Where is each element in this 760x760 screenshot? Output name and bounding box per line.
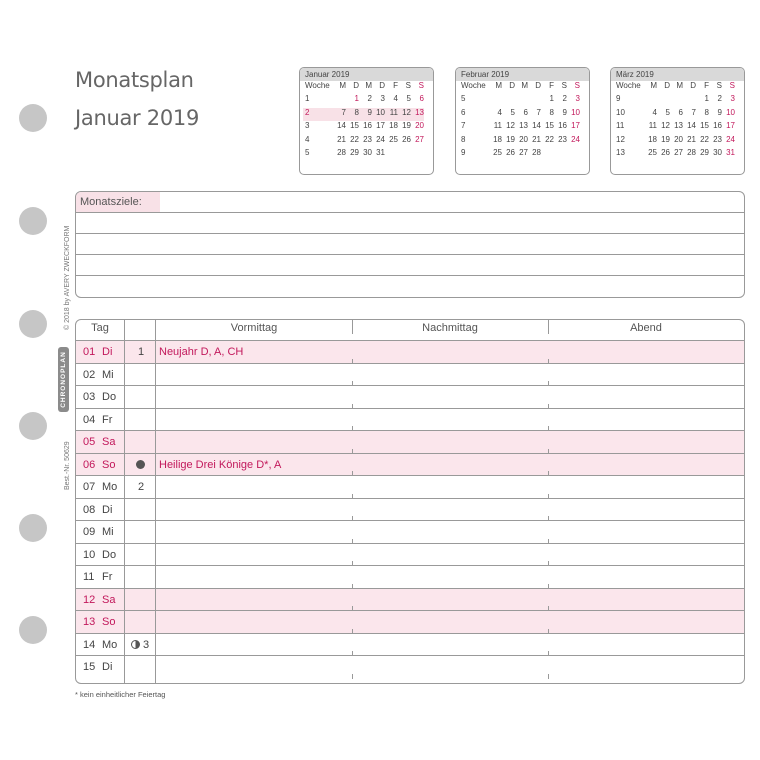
week-number: 1	[138, 346, 145, 358]
mini-calendar-cell: 2	[717, 94, 722, 104]
mini-calendar-cell: 9	[461, 147, 466, 157]
mini-calendar-cell: 26	[661, 147, 670, 157]
mini-calendar-cell: Woche	[461, 81, 486, 90]
table-row[interactable]	[76, 475, 744, 498]
page-title: Monatsplan	[75, 68, 194, 92]
mini-calendar-cell: 10	[571, 107, 580, 117]
mini-calendar-cell: 1	[704, 94, 709, 104]
mini-calendar-cell: 5	[406, 94, 411, 104]
mini-calendar-cell: 11	[616, 121, 625, 131]
mini-calendar-cell: 9	[359, 108, 372, 121]
mini-calendar-cell: 14	[687, 121, 696, 131]
mini-calendar-cell: 22	[700, 134, 709, 144]
mini-calendar-cell	[528, 94, 541, 107]
column-divider	[124, 320, 125, 683]
mini-calendar-cell: 18	[648, 134, 657, 144]
day-number: 04	[83, 413, 96, 426]
new-moon-icon	[136, 460, 145, 469]
table-row[interactable]	[76, 453, 744, 476]
day-of-week: Sa	[102, 593, 116, 606]
day-of-week: So	[102, 616, 116, 628]
day-of-week: Do	[102, 391, 117, 403]
mini-calendar-cell: 28	[687, 147, 696, 157]
column-divider	[155, 320, 156, 683]
mini-calendar-cell: 9	[562, 107, 567, 117]
order-number: Best.-Nr. 50629	[64, 441, 71, 490]
holiday-label: Heilige Drei Könige D*, A	[159, 458, 282, 471]
mini-calendar-cell: 10	[372, 108, 385, 121]
mini-calendar-cell: 11	[385, 108, 398, 121]
mini-calendar-grid	[611, 81, 744, 161]
mini-calendar	[455, 67, 590, 175]
mini-calendar-cell	[411, 148, 424, 161]
mini-calendar-cell	[502, 94, 515, 107]
first-quarter-moon-icon	[131, 640, 140, 649]
mini-calendar-cell: 25	[493, 147, 502, 157]
mini-calendar-cell: 29	[700, 147, 709, 157]
mini-calendar-cell: 11	[493, 121, 502, 131]
mini-calendar-cell: 29	[350, 147, 359, 157]
mini-calendar-cell: 1	[305, 94, 310, 104]
mini-calendar	[299, 67, 434, 175]
punch-hole	[19, 310, 47, 338]
mini-calendar-cell: 4	[305, 134, 310, 144]
mini-calendar-cell: 17	[571, 121, 580, 131]
mini-calendar-cell: 16	[363, 121, 372, 131]
punch-hole	[19, 207, 47, 235]
mini-calendar	[610, 67, 745, 175]
tick-mark	[548, 674, 549, 679]
mini-calendar-cell: 3	[730, 94, 735, 104]
monthly-goals-box[interactable]	[75, 191, 745, 298]
mini-calendar-cell	[398, 148, 411, 161]
page-subtitle: Januar 2019	[75, 106, 200, 130]
mini-calendar-cell: 26	[402, 134, 411, 144]
mini-calendar-cell	[644, 94, 657, 107]
day-number: 11	[83, 571, 95, 583]
mini-calendar-cell: 20	[519, 134, 528, 144]
mini-calendar-cell: 24	[571, 134, 580, 144]
day-number: 12	[83, 593, 96, 606]
day-of-week: Mi	[102, 368, 114, 381]
mini-calendar-cell: 13	[616, 147, 625, 157]
day-number: 14	[83, 638, 96, 651]
day-of-week: Mo	[102, 481, 118, 493]
mini-calendar-cell: 24	[376, 134, 385, 144]
mini-calendar-cell: 15	[700, 121, 709, 131]
table-row[interactable]	[76, 498, 744, 521]
mini-calendar-cell: 12	[616, 134, 625, 144]
day-number: 01	[83, 346, 96, 358]
table-row[interactable]	[76, 543, 744, 566]
mini-calendar-cell: 12	[506, 121, 515, 131]
mini-calendar-cell: 27	[519, 147, 528, 157]
mini-calendar-cell: 17	[376, 121, 385, 131]
mini-calendar-cell: S	[561, 81, 567, 90]
table-row[interactable]	[76, 633, 744, 656]
table-row[interactable]	[76, 588, 744, 611]
tick-mark	[352, 674, 353, 679]
mini-calendar-cell: 20	[674, 134, 683, 144]
mini-calendar-cell: M	[495, 81, 502, 90]
mini-calendar-cell	[385, 148, 398, 161]
mini-calendar-cell: 12	[661, 121, 670, 131]
table-row[interactable]	[76, 610, 744, 633]
mini-calendar-cell: 23	[558, 134, 567, 144]
mini-calendar-cell: 5	[305, 147, 310, 157]
mini-calendar-cell	[567, 148, 580, 161]
mini-calendar-cell: S	[574, 81, 580, 90]
mini-calendar-cell: 4	[393, 94, 398, 104]
mini-calendar-cell: 28	[337, 147, 346, 157]
day-of-week: Di	[102, 661, 113, 673]
week-number: 2	[138, 481, 145, 493]
mini-calendar-cell: 3	[305, 121, 310, 131]
mini-calendar-cell: 10	[726, 107, 735, 117]
copyright-text: © 2018 by AVERY ZWECKFORM	[64, 225, 71, 330]
mini-calendar-title: Februar 2019	[456, 68, 589, 81]
mini-calendar-cell: 13	[674, 121, 683, 131]
day-of-week: Fr	[102, 571, 113, 583]
day-of-week: Mi	[102, 526, 114, 538]
mini-calendar-cell: 7	[691, 107, 696, 117]
day-of-week: Di	[102, 503, 113, 516]
mini-calendar-cell: 12	[398, 108, 411, 121]
mini-calendar-cell: 1	[354, 94, 359, 104]
day-number: 07	[83, 481, 96, 493]
mini-calendar-cell: 27	[674, 147, 683, 157]
mini-calendar-cell: 8	[346, 108, 359, 121]
mini-calendar-cell: 5	[510, 107, 515, 117]
mini-calendar-cell: S	[405, 81, 411, 90]
mini-calendar-cell: 23	[713, 134, 722, 144]
mini-calendar-cell: Woche	[616, 81, 641, 90]
mini-calendar-cell: 16	[558, 121, 567, 131]
mini-calendar-cell: D	[353, 81, 359, 90]
mini-calendar-cell: M	[339, 81, 346, 90]
mini-calendar-cell: 9	[717, 107, 722, 117]
mini-calendar-cell: 21	[532, 134, 541, 144]
mini-calendar-cell	[489, 94, 502, 107]
mini-calendar-cell: D	[535, 81, 541, 90]
mini-calendar-cell: 6	[523, 107, 528, 117]
column-header-evening: Abend	[630, 322, 662, 334]
table-row[interactable]	[76, 408, 744, 431]
mini-calendar-cell: 13	[411, 108, 424, 121]
day-number: 03	[83, 391, 96, 403]
mini-calendar-cell: 11	[648, 121, 657, 131]
mini-calendar-grid	[300, 81, 433, 161]
table-row[interactable]	[76, 520, 744, 543]
day-number: 06	[83, 458, 96, 471]
mini-calendar-cell: D	[379, 81, 385, 90]
mini-calendar-cell: 8	[461, 134, 466, 144]
brand-badge: CHRONOPLAN	[58, 347, 69, 412]
mini-calendar-cell: 5	[665, 107, 670, 117]
mini-calendar-cell: 22	[350, 134, 359, 144]
mini-calendar-cell: 18	[493, 134, 502, 144]
mini-calendar-cell: D	[690, 81, 696, 90]
mini-calendar-cell: 15	[545, 121, 554, 131]
mini-calendar-cell: 4	[497, 107, 502, 117]
holiday-label: Neujahr D, A, CH	[159, 346, 244, 358]
mini-calendar-title: März 2019	[611, 68, 744, 81]
mini-calendar-cell: 30	[363, 147, 372, 157]
day-number: 08	[83, 503, 96, 516]
mini-calendar-cell: 5	[461, 94, 466, 104]
mini-calendar-cell: 30	[713, 147, 722, 157]
day-number: 09	[83, 526, 96, 538]
mini-calendar-cell: 31	[726, 147, 735, 157]
mini-calendar-cell: Woche	[305, 81, 330, 90]
mini-calendar-cell: 21	[337, 134, 346, 144]
table-row[interactable]	[76, 655, 744, 678]
mini-calendar-cell: 28	[532, 147, 541, 157]
mini-calendar-cell: 6	[461, 107, 466, 117]
mini-calendar-cell: 2	[367, 94, 372, 104]
mini-calendar-cell: 3	[575, 94, 580, 104]
mini-calendar-cell: 14	[532, 121, 541, 131]
day-of-week: Sa	[102, 436, 116, 448]
mini-calendar-cell: 4	[652, 107, 657, 117]
goal-line	[76, 275, 744, 276]
mini-calendar-cell: 7	[461, 121, 466, 131]
mini-calendar-cell: F	[393, 81, 398, 90]
mini-calendar-cell: 21	[687, 134, 696, 144]
mini-calendar-cell: 22	[545, 134, 554, 144]
punch-hole	[19, 412, 47, 440]
mini-calendar-cell: 7	[536, 107, 541, 117]
monthly-goals-label: Monatsziele:	[76, 192, 160, 212]
day-table	[75, 319, 745, 684]
day-number: 05	[83, 436, 96, 448]
mini-calendar-cell	[554, 148, 567, 161]
goal-line	[76, 254, 744, 255]
day-number: 10	[83, 548, 96, 561]
mini-calendar-cell: 2	[303, 108, 333, 121]
goal-line	[76, 212, 744, 213]
day-of-week: Fr	[102, 413, 113, 426]
mini-calendar-cell: M	[650, 81, 657, 90]
mini-calendar-cell	[515, 94, 528, 107]
mini-calendar-cell	[670, 94, 683, 107]
mini-calendar-cell: 8	[704, 107, 709, 117]
mini-calendar-cell: 7	[333, 108, 346, 121]
column-header-morning: Vormittag	[230, 322, 278, 334]
mini-calendar-title: Januar 2019	[300, 68, 433, 81]
mini-calendar-cell: 8	[549, 107, 554, 117]
table-row[interactable]	[76, 565, 744, 588]
mini-calendar-cell: 25	[389, 134, 398, 144]
mini-calendar-cell: 3	[380, 94, 385, 104]
mini-calendar-cell: M	[676, 81, 683, 90]
mini-calendar-cell: 6	[678, 107, 683, 117]
mini-calendar-cell	[541, 148, 554, 161]
day-of-week: So	[102, 458, 116, 471]
table-row[interactable]	[76, 430, 744, 453]
mini-calendar-grid	[456, 81, 589, 161]
mini-calendar-cell: 18	[389, 121, 398, 131]
mini-calendar-cell: 15	[350, 121, 359, 131]
footnote: * kein einheitlicher Feiertag	[75, 690, 166, 699]
column-header-day: Tag	[91, 322, 109, 334]
column-header-afternoon: Nachmittag	[422, 322, 478, 334]
goal-line	[76, 233, 744, 234]
mini-calendar-cell	[657, 94, 670, 107]
mini-calendar-cell: 25	[648, 147, 657, 157]
mini-calendar-cell: S	[418, 81, 424, 90]
day-of-week: Di	[102, 346, 113, 358]
mini-calendar-cell: 19	[506, 134, 515, 144]
column-divider	[548, 320, 549, 334]
mini-calendar-cell: 24	[726, 134, 735, 144]
day-number: 02	[83, 368, 96, 381]
mini-calendar-cell: 13	[519, 121, 528, 131]
day-number: 15	[83, 661, 96, 673]
mini-calendar-cell: 23	[363, 134, 372, 144]
mini-calendar-cell: 2	[562, 94, 567, 104]
mini-calendar-cell: 20	[415, 121, 424, 131]
mini-calendar-cell: M	[521, 81, 528, 90]
mini-calendar-cell: F	[704, 81, 709, 90]
mini-calendar-cell: 14	[337, 121, 346, 131]
day-number: 13	[83, 616, 96, 628]
punch-hole	[19, 616, 47, 644]
table-row[interactable]	[76, 363, 744, 386]
mini-calendar-cell: F	[549, 81, 554, 90]
punch-hole	[19, 104, 47, 132]
mini-calendar-cell: M	[365, 81, 372, 90]
table-row[interactable]	[76, 385, 744, 408]
mini-calendar-cell: S	[716, 81, 722, 90]
mini-calendar-cell	[333, 94, 346, 107]
mini-calendar-cell: 17	[726, 121, 735, 131]
punch-hole	[19, 514, 47, 542]
mini-calendar-cell: 31	[376, 147, 385, 157]
mini-calendar-cell: 6	[419, 94, 424, 104]
mini-calendar-cell: 1	[549, 94, 554, 104]
table-row[interactable]	[76, 340, 744, 363]
mini-calendar-cell: S	[729, 81, 735, 90]
mini-calendar-cell: 19	[661, 134, 670, 144]
day-of-week: Do	[102, 548, 117, 561]
mini-calendar-cell: 9	[616, 94, 621, 104]
mini-calendar-cell: 10	[616, 107, 625, 117]
mini-calendar-cell: D	[664, 81, 670, 90]
mini-calendar-cell: D	[509, 81, 515, 90]
week-number: 3	[143, 638, 150, 651]
mini-calendar-cell	[683, 94, 696, 107]
day-of-week: Mo	[102, 638, 118, 651]
column-divider	[352, 320, 353, 334]
mini-calendar-cell: 27	[415, 134, 424, 144]
mini-calendar-cell: 19	[402, 121, 411, 131]
mini-calendar-cell: 16	[713, 121, 722, 131]
mini-calendar-cell: 26	[506, 147, 515, 157]
